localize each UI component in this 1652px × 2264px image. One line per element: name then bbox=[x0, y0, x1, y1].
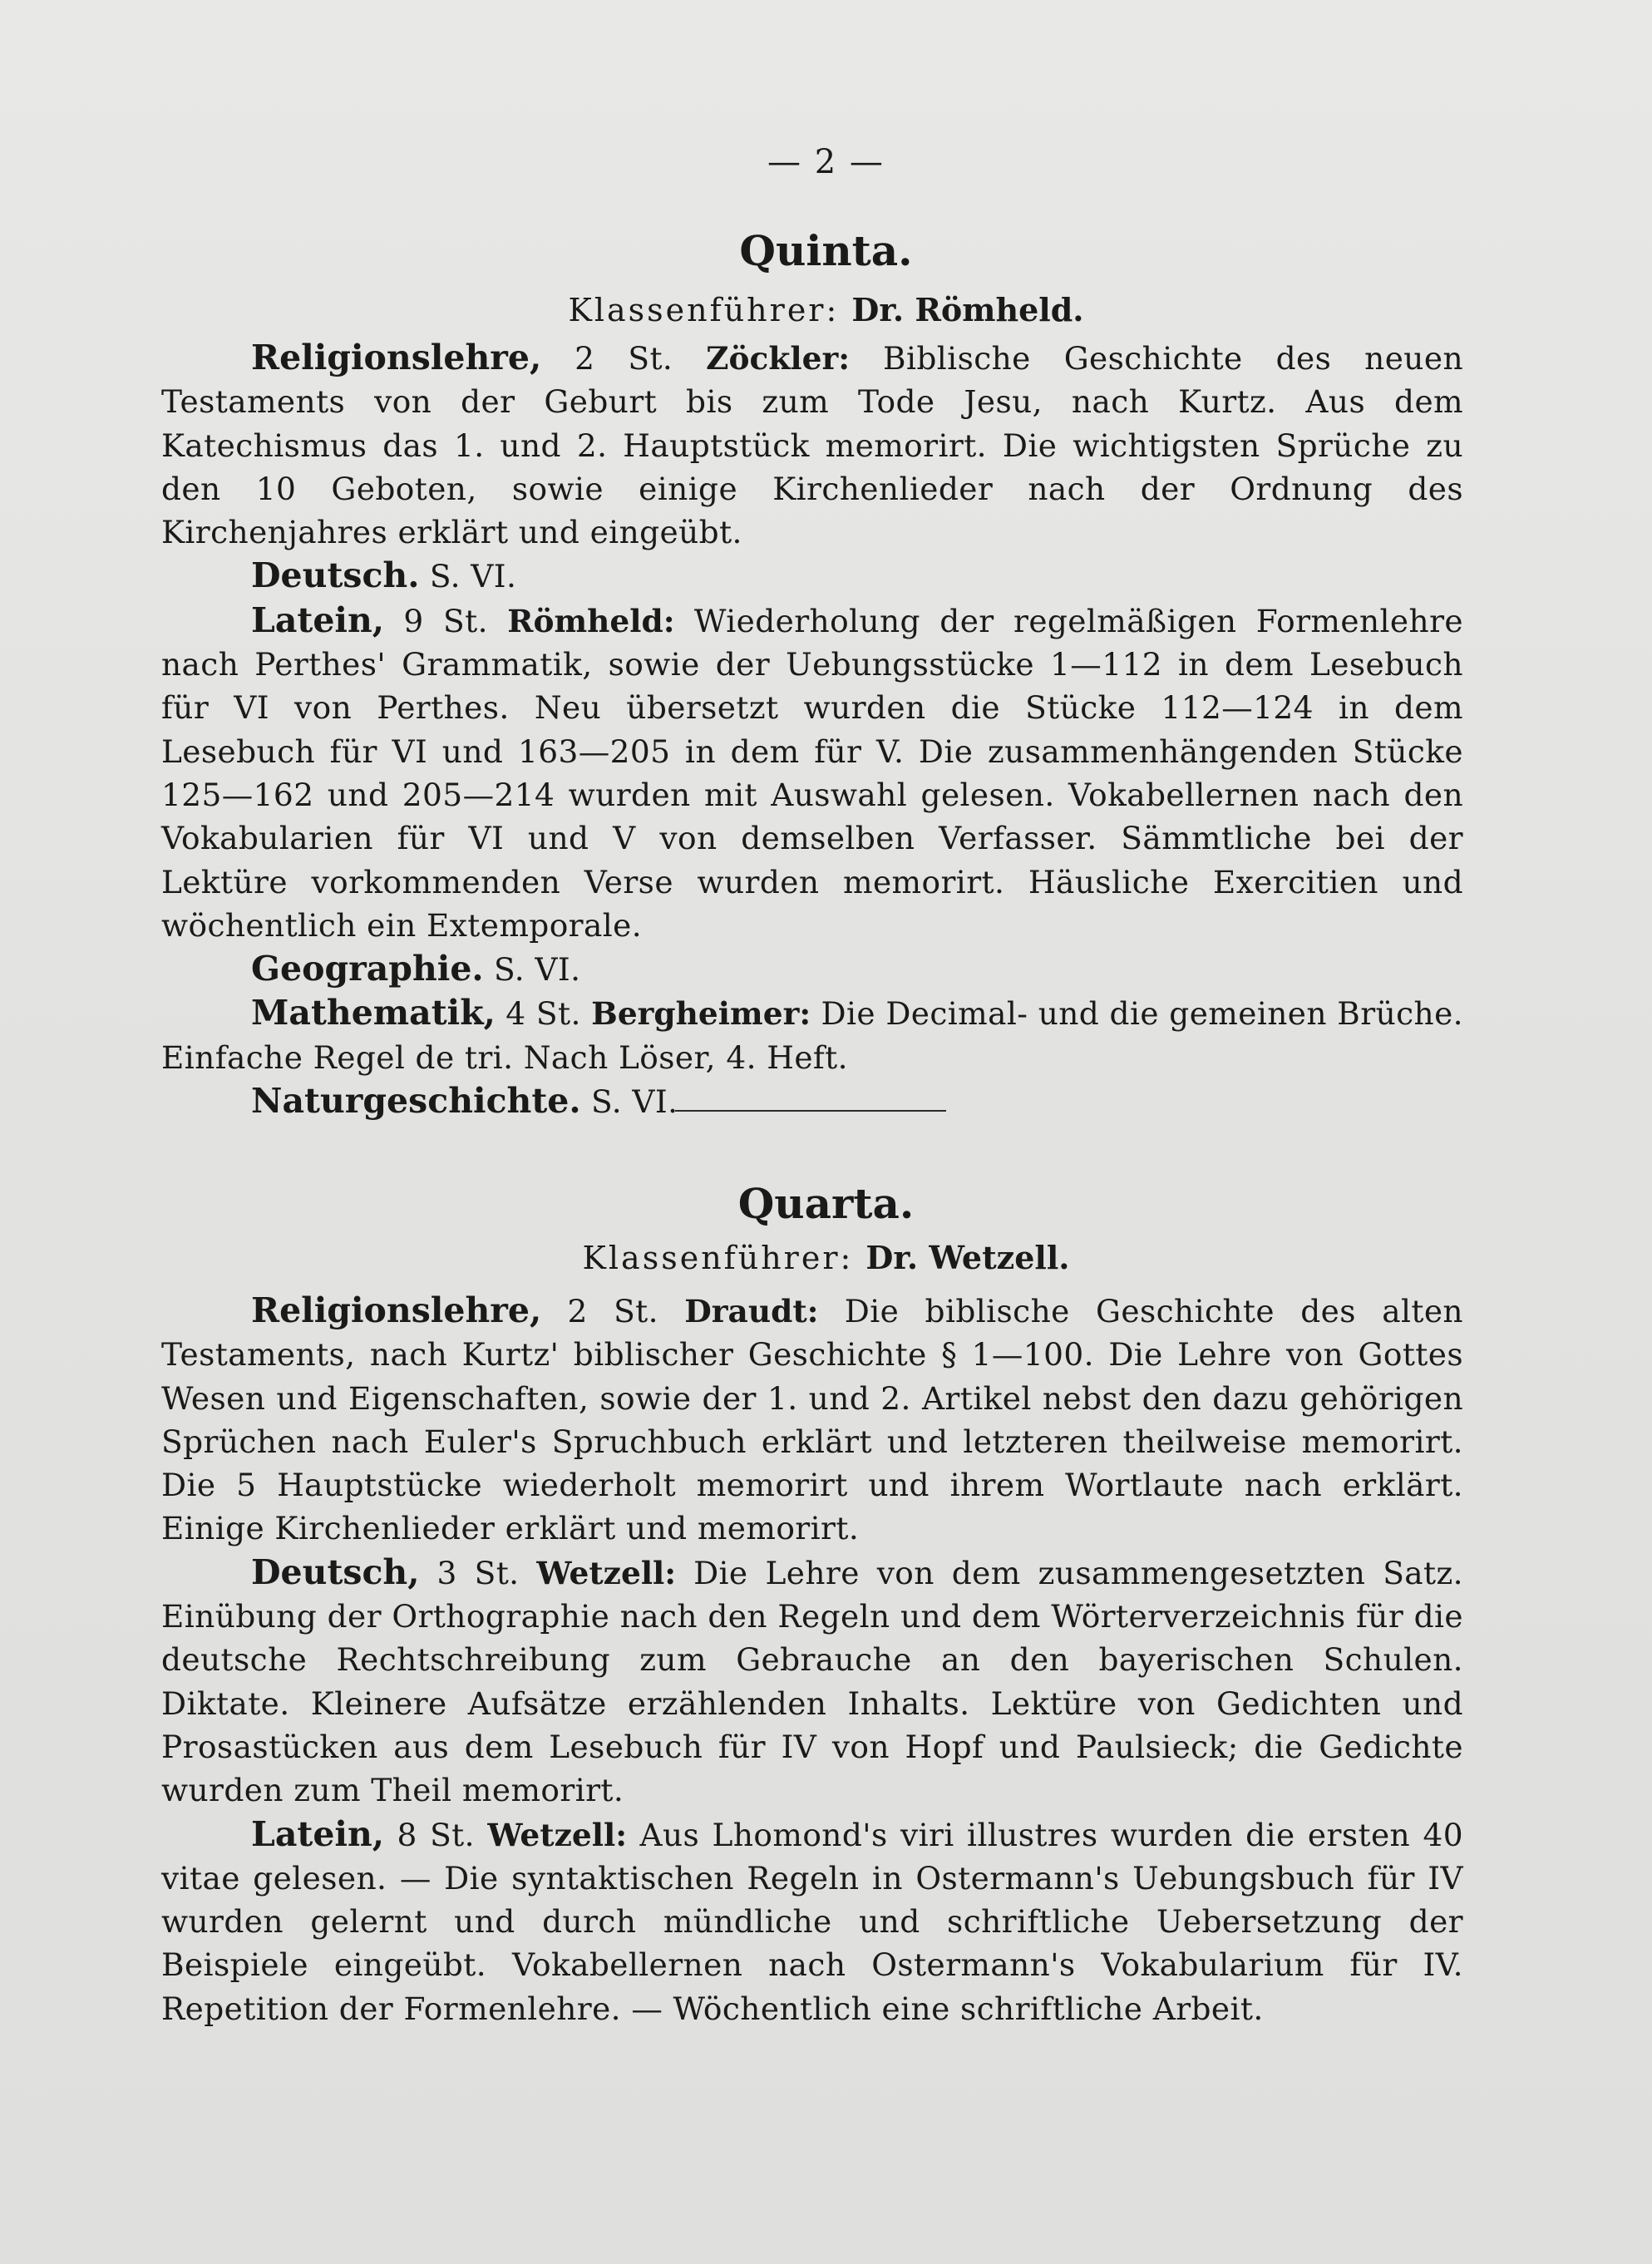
entry-text: S. VI. bbox=[419, 558, 517, 595]
subject-name: Latein, bbox=[251, 599, 385, 640]
hours: 2 St. bbox=[541, 340, 707, 377]
entry-text: Die Decimal- und die gemeinen Brüche. Einfache Regel de tri. Nach Löser, 4. Heft. bbox=[161, 995, 1463, 1076]
entry-text: S. VI. bbox=[580, 1083, 678, 1121]
section-quarta bbox=[161, 1289, 1463, 2030]
teacher-name: Römheld: bbox=[507, 602, 675, 639]
subject-name: Latein, bbox=[251, 1813, 385, 1854]
class-leader-name: Dr. Römheld. bbox=[851, 291, 1084, 328]
entry-geographie bbox=[161, 947, 1463, 991]
hours: 8 St. bbox=[384, 1816, 488, 1853]
hours: 3 St. bbox=[419, 1554, 537, 1591]
subject-name: Religionslehre, bbox=[251, 1290, 542, 1330]
entry-religion bbox=[161, 336, 1463, 554]
entry-deutsch bbox=[161, 554, 1463, 598]
class-leader-label: Klassenführer: bbox=[568, 292, 840, 328]
entry-text: Aus Lhomond's viri illustres wurden die ersten 40 vitae gelesen. — Die syntaktischen Regeln in Ostermann's Uebungsbuch für IV wurden gelernt und durch mündliche und schriftliche Uebersetzung der Beispiele eingeübt. Vokabellernen nach Ostermann's Vokabularium für IV. Repetition der Formenlehre. — Wöchentlich eine schriftliche Arbeit. bbox=[161, 1816, 1463, 2027]
entry-text: Biblische Geschichte des neuen Testaments von der Geburt bis zum Tode Jesu, nach Kurtz. Aus dem Katechismus das 1. und 2. Hauptstück memorirt. Die wichtigsten Sprüche zu den 10 Geboten, sowie einige Kirchenlieder nach der Ordnung des Kirchenjahres erklärt und eingeübt. bbox=[161, 340, 1463, 551]
class-leader-name: Dr. Wetzell. bbox=[865, 1239, 1070, 1276]
entry-latein bbox=[161, 1813, 1463, 2030]
section-title-quarta: Quarta. bbox=[737, 1179, 915, 1228]
entry-naturgeschichte bbox=[161, 1079, 1463, 1123]
class-leader-quinta bbox=[0, 291, 1652, 328]
subject-name: Religionslehre, bbox=[251, 338, 542, 377]
class-leader-label: Klassenführer: bbox=[582, 1240, 854, 1276]
hours: 9 St. bbox=[384, 602, 508, 639]
class-leader-quarta bbox=[0, 1239, 1652, 1276]
hours: 4 St. bbox=[495, 995, 592, 1033]
section-title-quinta: Quinta. bbox=[739, 226, 913, 275]
teacher-name: Zöckler: bbox=[706, 340, 851, 377]
section-quinta bbox=[161, 336, 1463, 1123]
page-number: — 2 — bbox=[767, 143, 885, 181]
entry-deutsch bbox=[161, 1551, 1463, 1813]
entry-religion bbox=[161, 1289, 1463, 1551]
entry-mathematik bbox=[161, 991, 1463, 1079]
subject-name: Mathematik, bbox=[251, 993, 496, 1033]
section-divider bbox=[675, 1110, 946, 1112]
entry-latein bbox=[161, 599, 1463, 947]
teacher-name: Wetzell: bbox=[536, 1554, 677, 1591]
teacher-name: Bergheimer: bbox=[591, 995, 811, 1033]
entry-text: S. VI. bbox=[483, 951, 581, 989]
teacher-name: Draudt: bbox=[684, 1293, 819, 1329]
entry-text: Die biblische Geschichte des alten Testaments, nach Kurtz' biblischer Geschichte § 1—100. Die Lehre von Gottes Wesen und Eigenschaften, sowie der 1. und 2. Artikel nebst den dazu gehörigen Sprüchen nach Euler's Spruchbuch erklärt und letzteren theilweise memorirt. Die 5 Hauptstücke wiederholt memorirt und ihrem Wortlaute nach erklärt. Einige Kirchenlieder erklärt und memorirt. bbox=[161, 1293, 1463, 1547]
subject-name: Deutsch. bbox=[251, 555, 420, 596]
subject-name: Deutsch, bbox=[251, 1551, 420, 1592]
entry-text: Wiederholung der regelmäßigen Formenlehre nach Perthes' Grammatik, sowie der Uebungsstücke 1—112 in dem Lesebuch für VI von Perthes. Neu übersetzt wurden die Stücke 112—124 in dem Lesebuch für VI und 163—205 in dem für V. Die zusammenhängenden Stücke 125—162 und 205—214 wurden mit Auswahl gelesen. Vokabellernen nach den Vokabularien für VI und V von demselben Verfasser. Sämmtliche bei der Lektüre vorkommenden Verse wurden memorirt. Häusliche Exercitien und wöchentlich ein Extemporale. bbox=[161, 602, 1463, 944]
teacher-name: Wetzell: bbox=[487, 1816, 628, 1853]
hours: 2 St. bbox=[541, 1293, 685, 1329]
subject-name: Geographie. bbox=[251, 949, 484, 989]
entry-text: Die Lehre von dem zusammengesetzten Satz. Einübung der Orthographie nach den Regeln und dem Wörterverzeichnis für die deutsche Rechtschreibung zum Gebrauche an den bayerischen Schulen. Diktate. Kleinere Aufsätze erzählenden Inhalts. Lektüre von Gedichten und Prosastücken aus dem Lesebuch für IV von Hopf und Paulsieck; die Gedichte wurden zum Theil memorirt. bbox=[161, 1554, 1463, 1809]
subject-name: Naturgeschichte. bbox=[251, 1081, 581, 1122]
